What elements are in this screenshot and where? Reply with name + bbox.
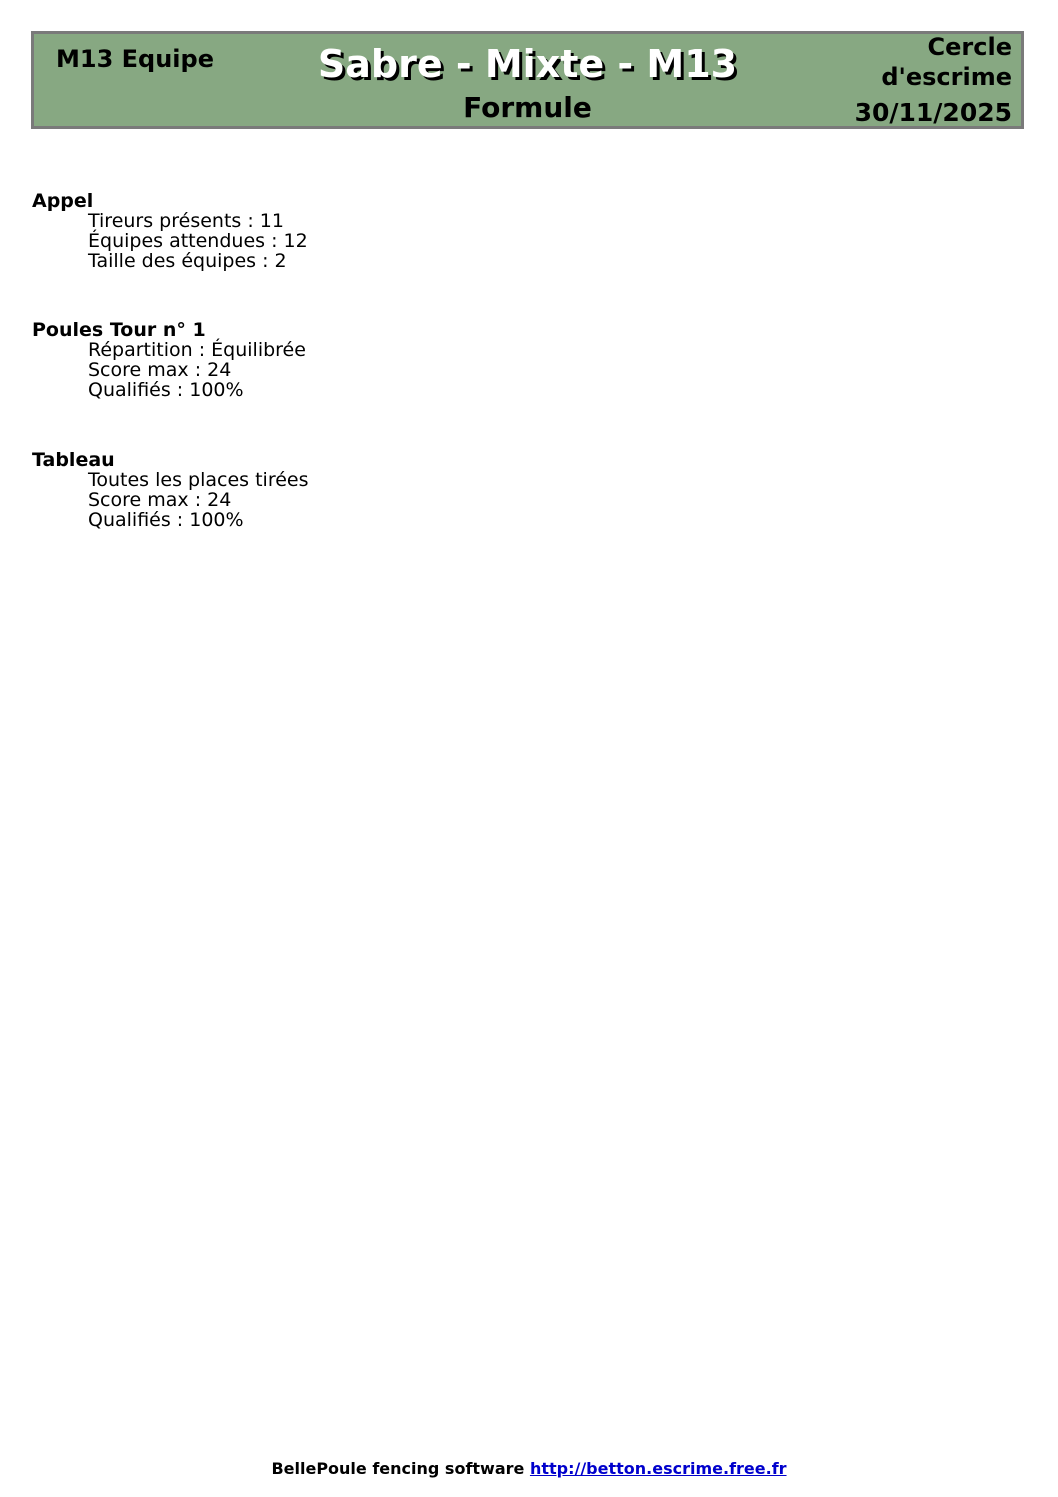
page-footer	[0, 1459, 1058, 1479]
competition-date: 30/11/2025	[854, 98, 1012, 127]
competition-category: M13 Equipe	[56, 45, 214, 73]
section-line: Score max : 24	[88, 489, 232, 511]
section-line: Qualifiés : 100%	[88, 509, 244, 531]
competition-title: Sabre - Mixte - M13	[317, 42, 738, 86]
section-line: Qualifiés : 100%	[88, 379, 244, 401]
page-header	[31, 31, 1024, 129]
section-tableau	[32, 450, 309, 530]
section-appel	[32, 191, 308, 271]
section-line: Toutes les places tirées	[88, 469, 309, 491]
club-name: Cercle d'escrime	[881, 33, 1012, 91]
document-subtitle: Formule	[463, 91, 592, 124]
section-line: Score max : 24	[88, 359, 232, 381]
section-title: Appel	[32, 190, 94, 212]
section-line: Équipes attendues : 12	[88, 230, 308, 252]
section-title: Tableau	[32, 449, 115, 471]
footer-link[interactable]: http://betton.escrime.free.fr	[529, 1459, 787, 1478]
footer-text: BellePoule fencing software	[271, 1459, 530, 1478]
section-poules	[32, 320, 306, 400]
section-line: Tireurs présents : 11	[88, 210, 284, 232]
section-line: Taille des équipes : 2	[88, 250, 287, 272]
section-title: Poules Tour n° 1	[32, 319, 206, 341]
section-line: Répartition : Équilibrée	[88, 339, 306, 361]
